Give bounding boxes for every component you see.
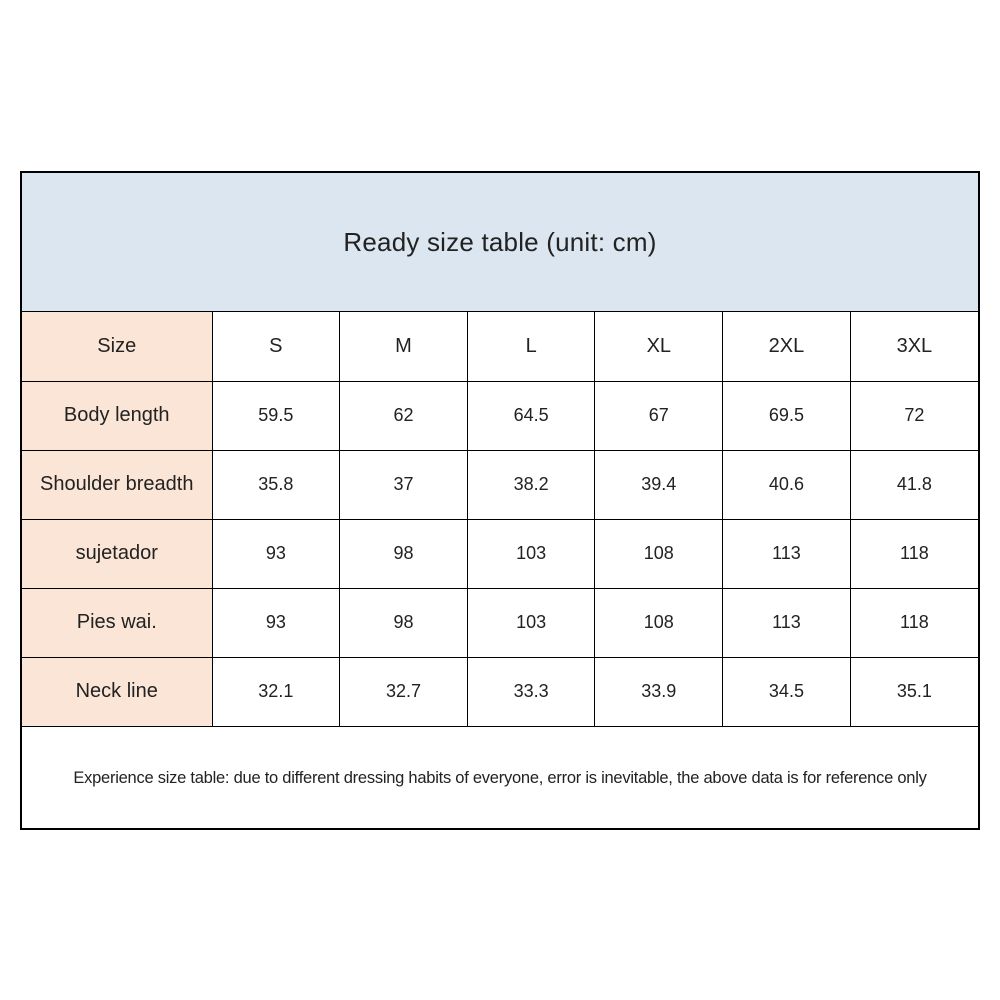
table-cell: 93 bbox=[212, 519, 340, 588]
table-cell: 38.2 bbox=[467, 450, 595, 519]
table-cell: 35.1 bbox=[850, 657, 978, 726]
size-header-m: M bbox=[340, 312, 468, 381]
chart-title: Ready size table (unit: cm) bbox=[343, 226, 657, 257]
table-cell: 103 bbox=[467, 519, 595, 588]
table-cell: 67 bbox=[595, 381, 723, 450]
table-cell: 40.6 bbox=[723, 450, 851, 519]
table-cell: 98 bbox=[340, 588, 468, 657]
table-cell: 59.5 bbox=[212, 381, 340, 450]
table-cell: 113 bbox=[723, 519, 851, 588]
table-row-body-length bbox=[22, 381, 978, 450]
table-cell: 103 bbox=[467, 588, 595, 657]
size-chart bbox=[20, 171, 980, 830]
table-cell: 64.5 bbox=[467, 381, 595, 450]
size-header-l: L bbox=[467, 312, 595, 381]
table-row-neck-line bbox=[22, 657, 978, 726]
table-cell: 72 bbox=[850, 381, 978, 450]
chart-header bbox=[22, 173, 978, 312]
table-cell: 69.5 bbox=[723, 381, 851, 450]
table-cell: 33.3 bbox=[467, 657, 595, 726]
size-header-3xl: 3XL bbox=[850, 312, 978, 381]
table-cell: 118 bbox=[850, 588, 978, 657]
size-header-label: Size bbox=[22, 312, 212, 381]
table-cell: 33.9 bbox=[595, 657, 723, 726]
table-cell: 93 bbox=[212, 588, 340, 657]
size-header-2xl: 2XL bbox=[723, 312, 851, 381]
row-label-shoulder-breadth: Shoulder breadth bbox=[22, 450, 212, 519]
row-label-sujetador: sujetador bbox=[22, 519, 212, 588]
table-cell: 37 bbox=[340, 450, 468, 519]
table-cell: 32.7 bbox=[340, 657, 468, 726]
row-label-pies-wai: Pies wai. bbox=[22, 588, 212, 657]
chart-footer bbox=[22, 729, 978, 828]
table-cell: 118 bbox=[850, 519, 978, 588]
table-row-shoulder-breadth bbox=[22, 450, 978, 519]
table-cell: 108 bbox=[595, 519, 723, 588]
table-cell: 32.1 bbox=[212, 657, 340, 726]
table-cell: 108 bbox=[595, 588, 723, 657]
table-cell: 98 bbox=[340, 519, 468, 588]
table-cell: 35.8 bbox=[212, 450, 340, 519]
table-cell: 34.5 bbox=[723, 657, 851, 726]
table-cell: 39.4 bbox=[595, 450, 723, 519]
size-header-s: S bbox=[212, 312, 340, 381]
size-table bbox=[22, 312, 978, 727]
table-row-pies-wai bbox=[22, 588, 978, 657]
table-cell: 41.8 bbox=[850, 450, 978, 519]
footnote: Experience size table: due to different dressing habits of everyone, error is inevitable, the above data is for reference only bbox=[73, 769, 927, 787]
row-label-neck-line: Neck line bbox=[22, 657, 212, 726]
row-label-body-length: Body length bbox=[22, 381, 212, 450]
size-header-row bbox=[22, 312, 978, 381]
table-cell: 62 bbox=[340, 381, 468, 450]
size-header-xl: XL bbox=[595, 312, 723, 381]
table-cell: 113 bbox=[723, 588, 851, 657]
table-row-sujetador bbox=[22, 519, 978, 588]
